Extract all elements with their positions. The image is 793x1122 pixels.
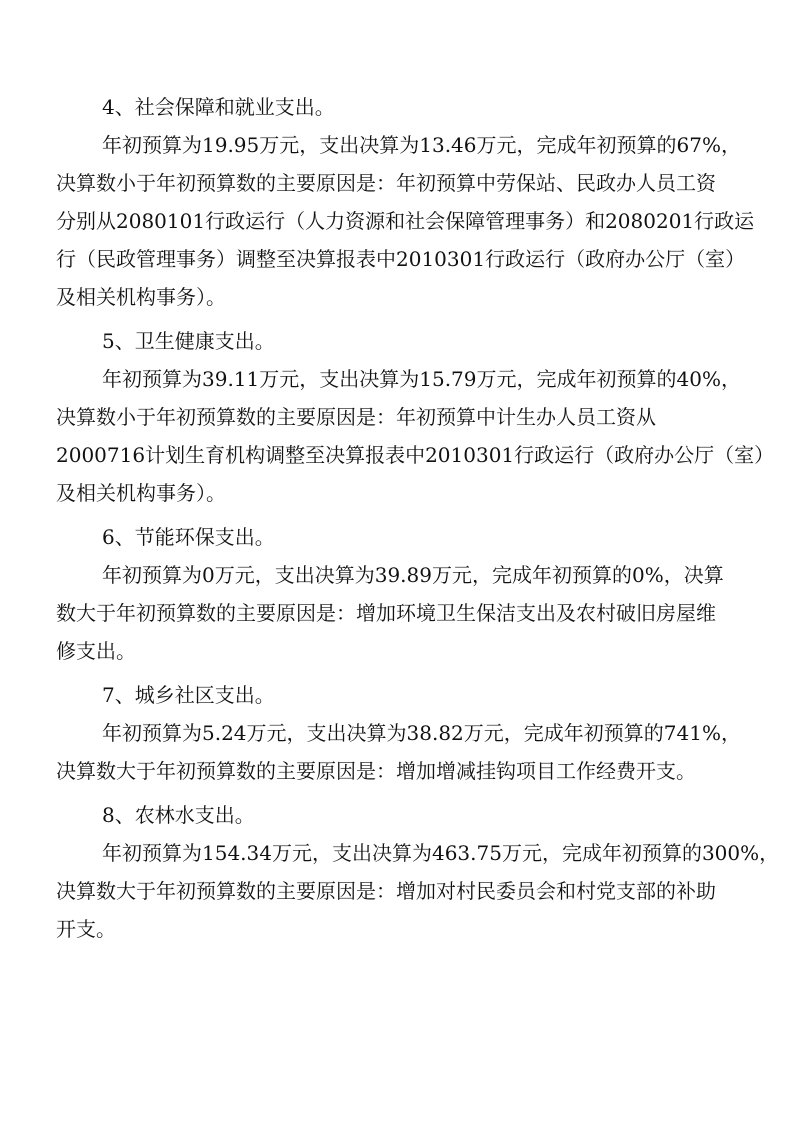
- paragraph-line: 数大于年初预算数的主要原因是：增加环境卫生保洁支出及农村破旧房屋维: [56, 601, 716, 625]
- paragraph-line: 年初预算为5.24万元，支出决算为38.82万元，完成年初预算的741%，: [102, 721, 741, 745]
- paragraph-line: 行（民政管理事务）调整至决算报表中2010301行政运行（政府办公厅（室）: [56, 247, 746, 271]
- paragraph-line: 年初预算为0万元，支出决算为39.89万元，完成年初预算的0%，决算: [102, 563, 724, 587]
- paragraph-line: 决算数大于年初预算数的主要原因是：增加对村民委员会和村党支部的补助: [56, 879, 716, 903]
- section-agriculture-forestry-water: [56, 796, 780, 948]
- section-paragraph: [56, 714, 756, 790]
- section-heading: 6、节能环保支出。: [102, 525, 275, 549]
- section-paragraph: [56, 360, 775, 512]
- section-heading: 7、城乡社区支出。: [102, 683, 275, 707]
- document-body: [56, 88, 780, 954]
- section-paragraph: [56, 834, 780, 948]
- paragraph-line: 决算数小于年初预算数的主要原因是：年初预算中劳保站、民政办人员工资: [56, 171, 716, 195]
- section-heading: 8、农林水支出。: [102, 803, 255, 827]
- section-urban-rural-community: [56, 676, 756, 790]
- section-environment: [56, 518, 756, 670]
- section-paragraph: [56, 556, 756, 670]
- section-social-security: [56, 88, 756, 316]
- section-heading: 4、社会保障和就业支出。: [102, 95, 335, 119]
- paragraph-line: 修支出。: [56, 639, 136, 663]
- paragraph-line: 分别从2080101行政运行（人力资源和社会保障管理事务）和2080201行政运: [56, 209, 755, 233]
- paragraph-line: 2000716计划生育机构调整至决算报表中2010301行政运行（政府办公厅（室）: [56, 443, 775, 467]
- paragraph-line: 及相关机构事务）。: [56, 285, 226, 309]
- paragraph-line: 决算数大于年初预算数的主要原因是：增加增减挂钩项目工作经费开支。: [56, 759, 696, 783]
- section-heading: 5、卫生健康支出。: [102, 329, 275, 353]
- paragraph-line: 年初预算为39.11万元，支出决算为15.79万元，完成年初预算的40%，: [102, 367, 741, 391]
- paragraph-line: 开支。: [56, 917, 116, 941]
- paragraph-line: 及相关机构事务）。: [56, 481, 226, 505]
- section-health: [56, 322, 775, 512]
- paragraph-line: 年初预算为19.95万元，支出决算为13.46万元，完成年初预算的67%，: [102, 133, 741, 157]
- section-paragraph: [56, 126, 756, 316]
- paragraph-line: 决算数小于年初预算数的主要原因是：年初预算中计生办人员工资从: [56, 405, 656, 429]
- paragraph-line: 年初预算为154.34万元，支出决算为463.75万元，完成年初预算的300%，: [102, 841, 780, 865]
